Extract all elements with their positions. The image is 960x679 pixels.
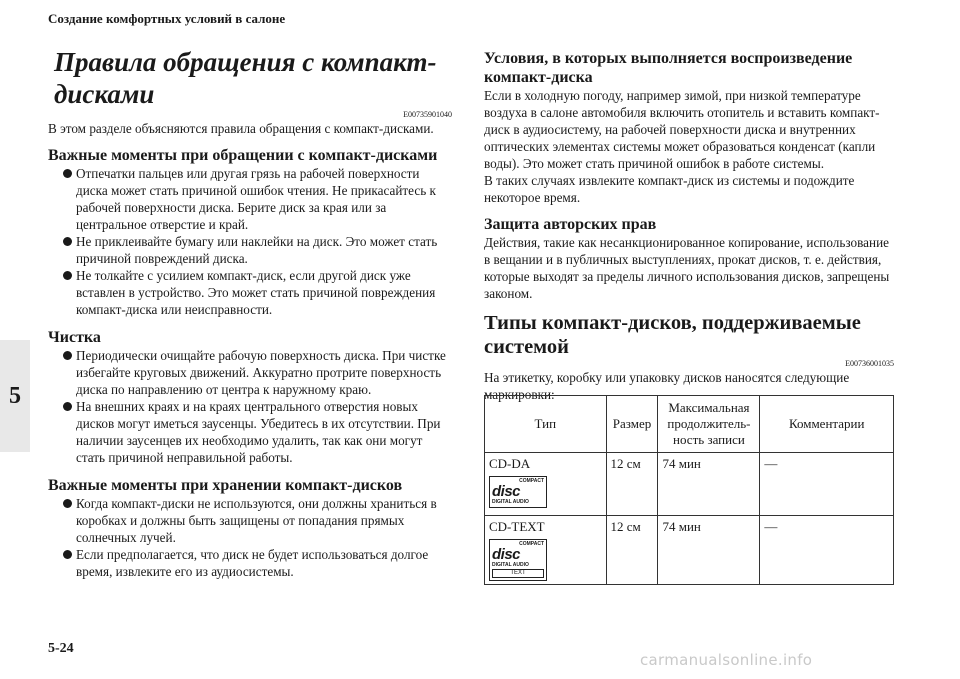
header-size: Размер [606,396,658,453]
cell-duration: 74 мин [658,453,760,516]
section-code: E00735901040 [403,110,452,119]
page-number: 5-24 [48,641,74,656]
storage-list [48,495,452,580]
list-item: Не толкайте с усилием компакт-диск, если другой диск уже вставлен в устройство. Это может стать причиной повреждения компакт-диска или неисправности. [48,267,452,318]
playback-text-2: В таких случаях извлеките компакт-диск из системы и подождите некоторое время. [484,173,855,205]
watermark-text: carmanualsonline.info [640,651,813,669]
table-row [485,453,894,516]
list-item: На внешних краях и на краях центрального отверстия новых дисков могут иметься заусенцы. Убедитесь в их отсутствии. При наличии заусенцев их необходимо удалить, так как они могут стать причиной неправильной работы. [48,398,452,466]
compact-disc-logo-icon: COMPACT disc DIGITAL AUDIO [489,476,547,508]
bullet-icon [63,402,72,411]
handling-list [48,165,452,318]
chapter-number: 5 [9,382,21,409]
list-item: Отпечатки пальцев или другая грязь на рабочей поверхности диска может стать причиной ошибок чтения. Не прикасайтесь к рабочей поверхности диска. Берите диск за края или за центральное отверстие и край. [48,165,452,233]
playback-heading: Условия, в которых выполняется воспроизведение компакт-диска [484,50,853,86]
cell-size: 12 см [606,516,658,585]
bullet-icon [63,550,72,559]
copyright-heading: Защита авторских прав [484,216,657,233]
header-type: Тип [485,396,607,453]
bullet-icon [63,237,72,246]
bullet-icon [63,271,72,280]
copyright-text: Действия, такие как несанкционированное копирование, использование в вещании и в публичных выступлениях, прокат дисков, т. е. действия, которые выходят за пределы личного использования дисков, запрещены законом. [484,235,890,301]
supported-discs-text: На этикетку, коробку или упаковку дисков наносятся следующие маркировки: [484,370,850,402]
right-column [484,49,894,403]
header-duration: Максимальная продолжитель-ность записи [658,396,760,453]
list-item: Не приклеивайте бумагу или наклейки на диск. Это может стать причиной повреждений диска. [48,233,452,267]
playback-text-1: Если в холодную погоду, например зимой, при низкой температуре воздуха в салоне автомобиля включить отопитель и вставить компакт-диск в аудиосистему, на рабочей поверхности диска и внутренних оптических элементах системы может образоваться конденсат (капли воды). Это может стать причиной ошибок в работе системы. [484,88,880,171]
storage-heading: Важные моменты при хранении компакт-дисков [48,477,403,494]
chapter-tab [0,340,30,452]
disc-types-table [484,395,894,585]
handling-heading: Важные моменты при обращении с компакт-дисками [48,147,438,164]
cell-duration: 74 мин [658,516,760,585]
header-comments: Комментарии [760,396,894,453]
cleaning-list [48,347,452,466]
supported-discs-code: E00736001035 [845,359,894,368]
cell-comment: — [760,516,894,585]
table-header-row [485,396,894,453]
section-title: Правила обращения с компакт-дисками [54,47,437,109]
left-column [48,46,452,580]
bullet-icon [63,169,72,178]
intro-text: В этом разделе объясняются правила обращения с компакт-дисками. [48,121,434,136]
bullet-icon [63,499,72,508]
list-item: Если предполагается, что диск не будет использоваться долгое время, извлеките его из аудиосистемы. [48,546,452,580]
cell-comment: — [760,453,894,516]
list-item: Когда компакт-диски не используются, они должны храниться в коробках и должны быть защищены от попадания прямых солнечных лучей. [48,495,452,546]
cleaning-heading: Чистка [48,329,101,346]
cell-size: 12 см [606,453,658,516]
list-item: Периодически очищайте рабочую поверхность диска. При чистке избегайте круговых движений. Аккуратно протрите поверхность диска по направлению от центра к наружному краю. [48,347,452,398]
cell-type: CD-TEXT COMPACT disc DIGITAL AUDIO TEXT [485,516,607,585]
running-header: Создание комфортных условий в салоне [48,11,286,26]
compact-disc-text-logo-icon: COMPACT disc DIGITAL AUDIO TEXT [489,539,547,581]
bullet-icon [63,351,72,360]
cell-type: CD-DA COMPACT disc DIGITAL AUDIO [485,453,607,516]
table-row [485,516,894,585]
supported-discs-heading: Типы компакт-дисков, поддерживаемые системой [484,312,861,358]
